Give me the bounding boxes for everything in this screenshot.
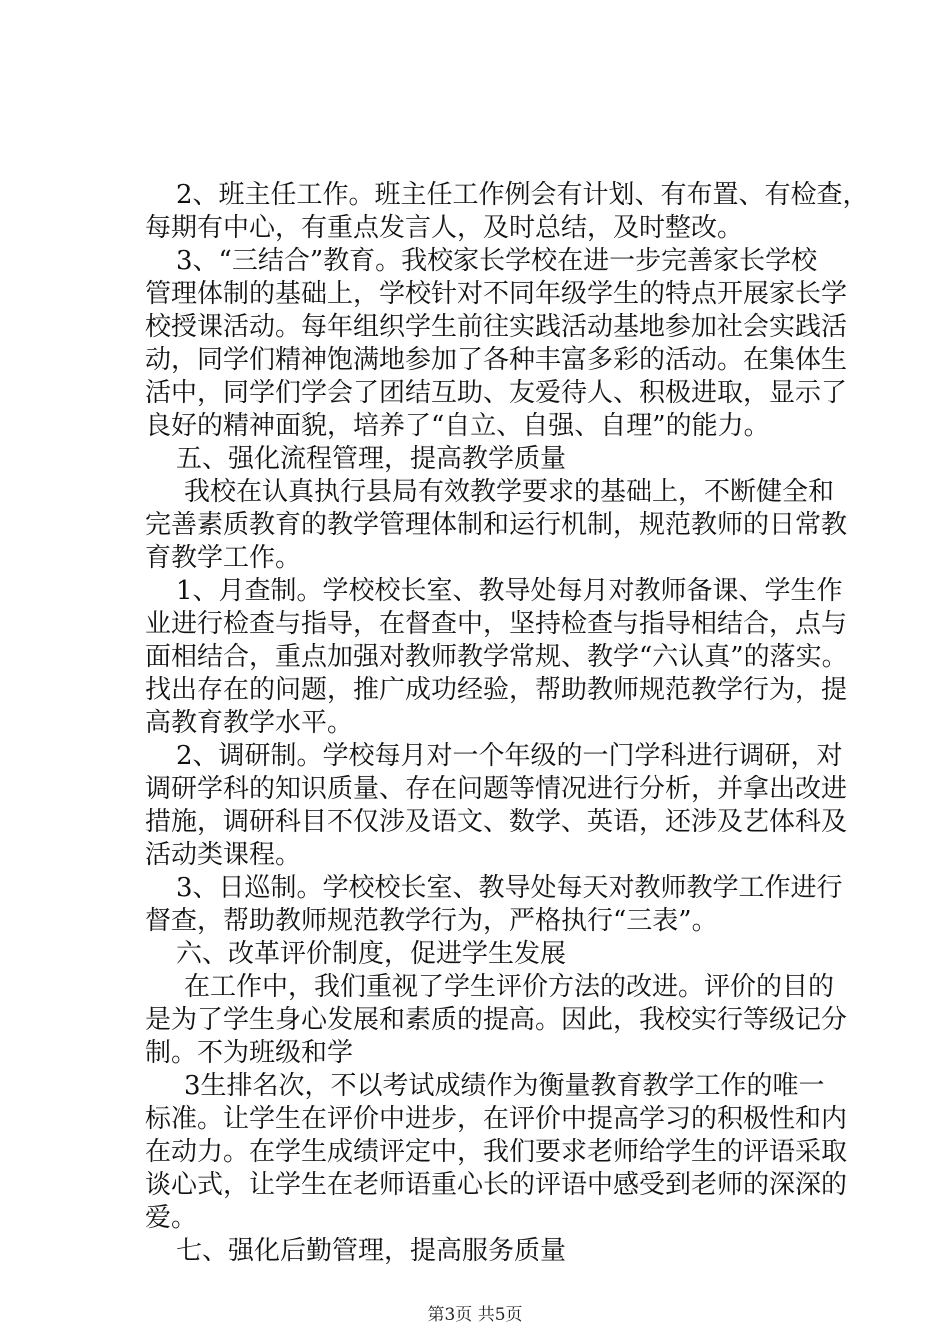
text-line: 找出存在的问题，推广成功经验，帮助教师规范教学行为，提 <box>145 675 848 705</box>
text-line: 面相结合，重点加强对教师教学常规、教学“六认真”的落实。 <box>145 642 848 672</box>
text-line: 在动力。在学生成绩评定中，我们要求老师给学生的评语采取 <box>145 1137 848 1167</box>
text-line: 标准。让学生在评价中进步，在评价中提高学习的积极性和内 <box>145 1104 848 1134</box>
text-line: 良好的精神面貌，培养了“自立、自强、自理”的能力。 <box>145 411 770 441</box>
text-line: 活中，同学们学会了团结互助、友爱待人、积极进取，显示了 <box>145 378 848 408</box>
page-footer <box>0 1303 950 1327</box>
text-line: 在工作中，我们重视了学生评价方法的改进。评价的目的 <box>184 972 835 1002</box>
text-line: 调研学科的知识质量、存在问题等情况进行分析，并拿出改进 <box>145 774 848 804</box>
text-line: 3、“三结合”教育。我校家长学校在进一步完善家长学校 <box>176 246 818 276</box>
text-line: 督查，帮助教师规范教学行为，严格执行“三表”。 <box>145 906 718 936</box>
text-line: 每期有中心，有重点发言人，及时总结，及时整改。 <box>145 213 744 243</box>
text-line: 活动类课程。 <box>145 840 302 870</box>
text-line: 2、调研制。学校每月对一个年级的一门学科进行调研，对 <box>176 741 843 771</box>
text-line: 3生排名次，不以考试成绩作为衡量教育教学工作的唯一 <box>184 1071 825 1101</box>
section-heading: 六、改革评价制度，促进学生发展 <box>176 939 567 969</box>
text-line: 育教学工作。 <box>145 543 302 573</box>
section-heading: 五、强化流程管理，提高教学质量 <box>176 444 567 474</box>
text-line: 高教育教学水平。 <box>145 708 354 738</box>
text-line: 动，同学们精神饱满地参加了各种丰富多彩的活动。在集体生 <box>145 345 848 375</box>
text-line: 2、班主任工作。班主任工作例会有计划、有布置、有检查， <box>176 180 869 210</box>
text-line: 谈心式，让学生在老师语重心长的评语中感受到老师的深深的 <box>145 1170 848 1200</box>
text-line: 管理体制的基础上，学校针对不同年级学生的特点开展家长学 <box>145 279 848 309</box>
text-line: 制。不为班级和学 <box>145 1038 354 1068</box>
text-line: 3、日巡制。学校校长室、教导处每天对教师教学工作进行 <box>176 873 843 903</box>
text-line: 完善素质教育的教学管理体制和运行机制，规范教师的日常教 <box>145 510 848 540</box>
text-line: 是为了学生身心发展和素质的提高。因此，我校实行等级记分 <box>145 1005 848 1035</box>
page-indicator: 第3页 共5页 <box>427 1305 523 1325</box>
text-line: 1、月查制。学校校长室、教导处每月对教师备课、学生作 <box>176 576 843 606</box>
text-line: 我校在认真执行县局有效教学要求的基础上，不断健全和 <box>184 477 835 507</box>
section-heading: 七、强化后勤管理，提高服务质量 <box>176 1236 567 1266</box>
text-line: 爱。 <box>145 1203 198 1233</box>
text-line: 业进行检查与指导，在督查中，坚持检查与指导相结合，点与 <box>145 609 848 639</box>
text-line: 校授课活动。每年组织学生前往实践活动基地参加社会实践活 <box>145 312 848 342</box>
text-line: 措施，调研科目不仅涉及语文、数学、英语，还涉及艺体科及 <box>145 807 848 837</box>
